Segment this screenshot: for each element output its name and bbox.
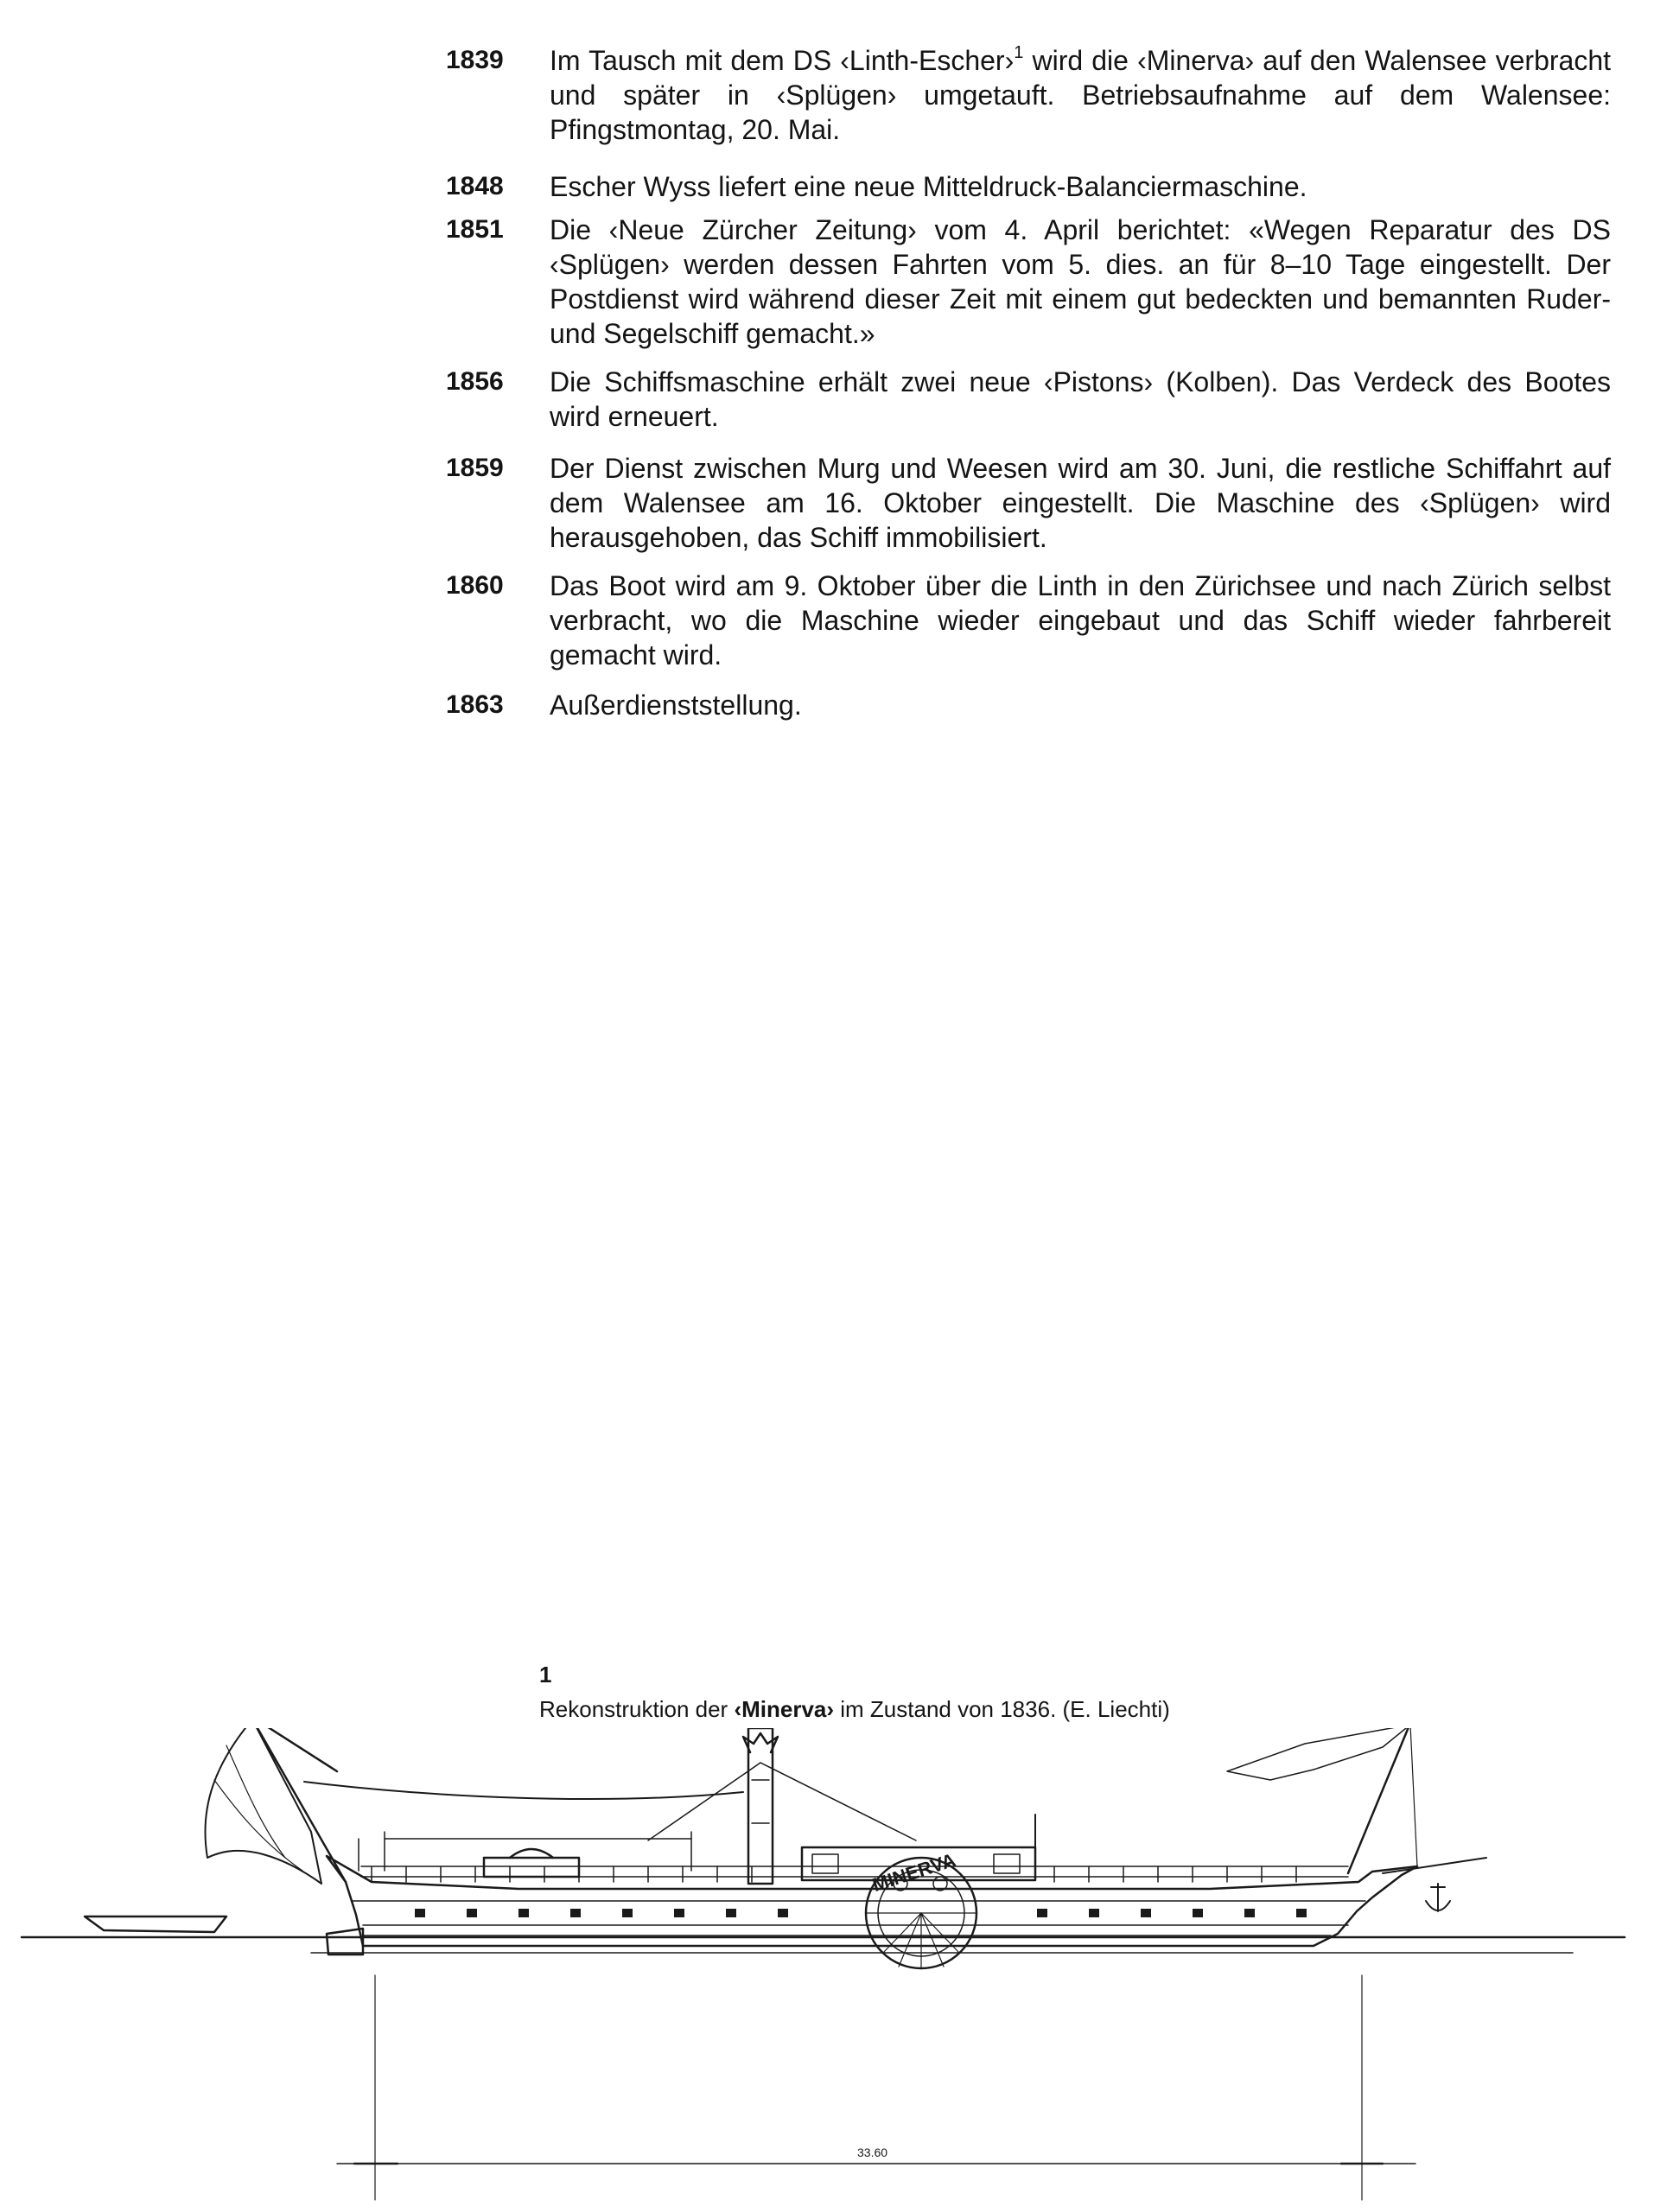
entry-text: Außerdienststellung.	[550, 690, 802, 721]
paddle-box-name: MINERVA	[869, 1848, 958, 1897]
entry-year: 1860	[446, 571, 504, 600]
entry-text: Die Schiffsmaschine erhält zwei neue ‹Pistons› (Kolben). Das Verdeck des Bootes wird erneuert.	[550, 366, 1611, 432]
entry-year: 1848	[446, 172, 504, 200]
caption-ship-name: ‹Minerva›	[734, 1696, 835, 1722]
entry-year: 1859	[446, 454, 504, 482]
entry-year: 1863	[446, 690, 504, 719]
entry-text: Der Dienst zwischen Murg und Weesen wird am 30. Juni, die restliche Schiffahrt auf dem Walensee am 16. Oktober eingestellt. Die Maschine des ‹Splügen› wird herausgehoben, das Schiff immobilisiert.	[550, 453, 1611, 553]
figure-number: 1	[539, 1662, 552, 1688]
entry-year: 1856	[446, 367, 504, 396]
entry-text: Im Tausch mit dem DS ‹Linth-Escher›$^1$ wird die ‹Minerva› auf den Walensee verbracht und später in ‹Splügen› umgetauft. Betriebsaufnahme auf dem Walensee: Pfingstmontag, 20. Mai.	[550, 43, 1612, 145]
rudder	[327, 1929, 363, 1955]
paddle-steamer-drawing	[0, 1728, 1654, 2212]
entry-text: Die ‹Neue Zürcher Zeitung› vom 4. April berichtet: «Wegen Reparatur des DS ‹Splügen› werden dessen Fahrten vom 5. dies. an für 8–10 Tage eingestellt. Der Postdienst wird während dieser Zeit mit einem gut bedeckten und bemannten Ruder- und Segelschiff gemacht.»	[550, 214, 1611, 349]
entry-text: Escher Wyss liefert eine neue Mitteldruck-Balanciermaschine.	[550, 171, 1307, 202]
pennant	[1227, 1728, 1410, 1780]
paddle-spokes	[866, 1913, 976, 1968]
portholes	[415, 1909, 1307, 1917]
awning	[304, 1782, 743, 1799]
anchor-icon	[1426, 1884, 1450, 1911]
aft-mast	[251, 1728, 337, 1771]
entry-text: Das Boot wird am 9. Oktober über die Linth in den Zürichsee und nach Zürich selbst verbracht, wo die Maschine wieder eingebaut und das Schiff wieder fahrbereit gemacht wird.	[550, 570, 1611, 671]
funnel	[748, 1728, 773, 1884]
rowboat	[85, 1916, 226, 1932]
figure-caption: Rekonstruktion der ‹Minerva› im Zustand von 1836. (E. Liechti)	[539, 1696, 1170, 1722]
entry-year: 1851	[446, 215, 504, 244]
deckhouse	[484, 1858, 579, 1877]
entry-year: 1839	[446, 46, 504, 74]
dimension-label: 33.60	[857, 2145, 888, 2159]
footnote-marker: 1	[1014, 43, 1024, 62]
fore-mast	[1348, 1728, 1410, 1873]
